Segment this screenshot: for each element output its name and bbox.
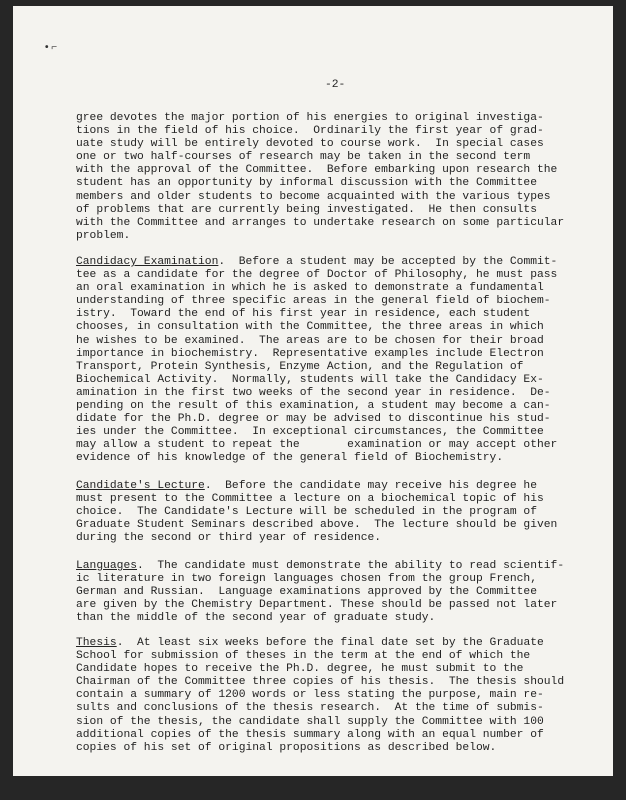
text-line: during the second or third year of residence. xyxy=(76,532,382,545)
text-line: istry. Toward the end of his first year in residence, each student xyxy=(76,308,531,321)
text-line: Graduate Student Seminars described above. The lecture should be given xyxy=(76,519,558,532)
paragraph-intro xyxy=(76,112,564,243)
heading-line-text: . The candidate must demonstrate the ability to read scientif- xyxy=(137,560,565,572)
text-line: problem. xyxy=(76,229,131,242)
heading-line xyxy=(76,480,557,493)
section-heading: Candidacy Examination xyxy=(76,256,219,268)
section-heading: Languages xyxy=(76,560,138,572)
text-line: of problems that are currently being investigated. He then consults xyxy=(76,203,537,216)
text-line: than the middle of the second year of graduate study. xyxy=(76,612,436,625)
text-line: copies of his set of original propositions as described below. xyxy=(76,741,497,754)
section-candidacy-examination xyxy=(76,256,557,466)
text-line: uate study will be entirely devoted to course work. In special cases xyxy=(76,138,544,151)
text-line: amination in the first two weeks of the second year in residence. De- xyxy=(76,386,551,399)
text-line: importance in biochemistry. Representative examples include Electron xyxy=(76,347,544,360)
text-line: student has an opportunity by informal discussion with the Committee xyxy=(76,177,537,190)
text-line: understanding of three specific areas in the general field of biochem- xyxy=(76,295,551,308)
text-line: choice. The Candidate's Lecture will be scheduled in the program of xyxy=(76,506,537,519)
heading-line-text: . Before a student may be accepted by the Commit- xyxy=(218,256,558,268)
page-number: -2- xyxy=(325,79,346,91)
text-line: sion of the thesis, the candidate shall supply the Committee with 100 xyxy=(76,715,544,728)
text-line: an oral examination in which he is asked to demonstrate a fundamental xyxy=(76,282,544,295)
text-line: he wishes to be examined. The areas are to be chosen for their broad xyxy=(76,334,544,347)
text-line: with the Committee and arranges to undertake research on some particular xyxy=(76,216,565,229)
text-line: one or two half-courses of research may be taken in the second term xyxy=(76,151,531,164)
text-line: Chairman of the Committee three copies of his thesis. The thesis should xyxy=(76,676,565,689)
heading-line-text: . At least six weeks before the final date set by the Graduate xyxy=(116,637,544,649)
text-line: chooses, in consultation with the Committee, the three areas in which xyxy=(76,321,544,334)
heading-line xyxy=(76,560,564,573)
text-line: pending on the result of this examination, a student may become a can- xyxy=(76,400,551,413)
text-line: contain a summary of 1200 words or less stating the purpose, main re- xyxy=(76,689,544,702)
text-line: tions in the field of his choice. Ordinarily the first year of grad- xyxy=(76,125,544,138)
text-line: members and older students to become acquainted with the various types xyxy=(76,190,551,203)
section-thesis xyxy=(76,637,564,755)
text-line: are given by the Chemistry Department. These should be passed not later xyxy=(76,599,558,612)
text-line: tee as a candidate for the degree of Doctor of Philosophy, he must pass xyxy=(76,269,558,282)
text-line: didate for the Ph.D. degree or may be advised to discontinue his stud- xyxy=(76,413,551,426)
text-line: additional copies of the thesis summary along with an equal number of xyxy=(76,728,544,741)
heading-line-text: . Before the candidate may receive his degree he xyxy=(204,480,537,492)
text-line: ies under the Committee. In exceptional circumstances, the Committee xyxy=(76,426,544,439)
text-line: German and Russian. Language examinations approved by the Committee xyxy=(76,586,537,599)
text-line: evidence of his knowledge of the general field of Biochemistry. xyxy=(76,452,504,465)
text-line: School for submission of theses in the term at the end of which the xyxy=(76,650,531,663)
text-line: Biochemical Activity. Normally, students will take the Candidacy Ex- xyxy=(76,373,544,386)
text-line: with the approval of the Committee. Before embarking upon research the xyxy=(76,164,558,177)
heading-line xyxy=(76,637,564,650)
text-line: must present to the Committee a lecture on a biochemical topic of his xyxy=(76,493,544,506)
heading-line xyxy=(76,256,557,269)
text-line: Candidate hopes to receive the Ph.D. degree, he must submit to the xyxy=(76,663,524,676)
section-heading: Thesis xyxy=(76,637,117,649)
text-line: gree devotes the major portion of his energies to original investiga- xyxy=(76,112,544,124)
text-line: may allow a student to repeat the examination or may accept other xyxy=(76,439,558,452)
section-languages xyxy=(76,560,564,625)
section-candidates-lecture xyxy=(76,480,557,545)
text-line: Transport, Protein Synthesis, Enzyme Action, and the Regulation of xyxy=(76,360,524,373)
section-heading: Candidate's Lecture xyxy=(76,480,205,492)
text-line: ic literature in two foreign languages chosen from the group French, xyxy=(76,573,537,586)
text-line: sults and conclusions of the thesis research. At the time of submis- xyxy=(76,702,544,715)
scan-mark: • ⌐ xyxy=(45,42,58,53)
